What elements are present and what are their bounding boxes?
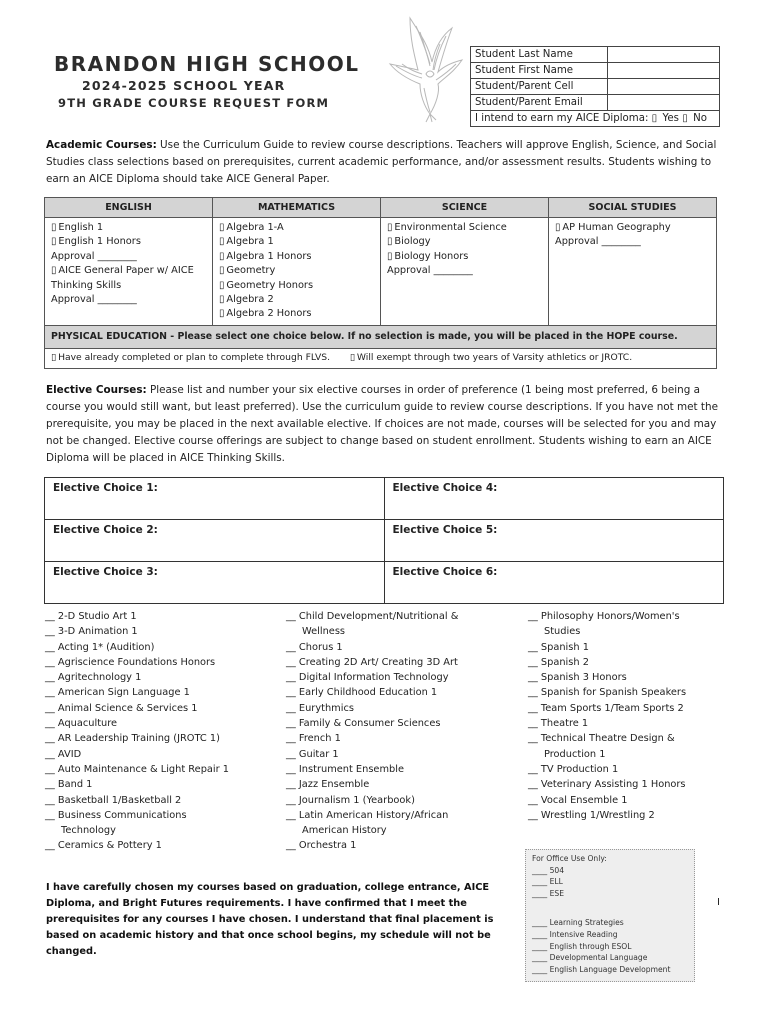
science-option[interactable] [387,221,542,235]
english-option[interactable] [51,264,206,278]
last-name-label: Student Last Name [471,47,608,63]
checkbox-icon[interactable]: ▯ [219,308,225,320]
list-item[interactable]: __ American Sign Language 1 [45,687,190,699]
math-cell [213,218,381,326]
elective-choice-1[interactable]: Elective Choice 1: [45,478,385,520]
approval-line[interactable]: Approval ________ [387,265,473,277]
list-item[interactable]: __ Acting 1* (Audition) [45,641,155,653]
option-label: Algebra 2 [226,294,274,306]
english-option[interactable] [51,235,206,249]
eagle-logo [380,14,470,126]
student-info-table [470,46,720,127]
science-cell [381,218,549,326]
list-item[interactable]: __ Technical Theatre Design & [528,733,675,745]
list-item[interactable]: __ Business Communications [45,809,187,821]
math-option[interactable] [219,235,374,249]
option-label-cont: Thinking Skills [51,279,122,291]
checkbox-icon[interactable]: ▯ [387,236,393,248]
list-item[interactable]: __ Spanish 2 [528,656,589,668]
approval-line[interactable]: Approval ________ [555,236,641,248]
list-item[interactable]: __ AR Leadership Training (JROTC 1) [45,733,220,745]
english-header: ENGLISH [45,198,213,218]
social-option[interactable] [555,221,710,235]
list-item[interactable]: __ Basketball 1/Basketball 2 [45,794,182,806]
list-item[interactable]: __ Spanish 3 Honors [528,672,627,684]
approval-line[interactable]: Approval ________ [51,294,137,306]
list-item-cont: American History [302,825,387,837]
list-item[interactable]: __ Guitar 1 [286,748,339,760]
list-item[interactable]: __ Team Sports 1/Team Sports 2 [528,702,684,714]
list-item[interactable]: __ Philosophy Honors/Women's [528,611,680,622]
closing-statement: I have carefully chosen my courses based on graduation, college entrance, AICE Diploma, and Bright Futures requirements. I have confirmed that I meet the prerequisites for any courses I have chosen. I understand that final placement is based on academic history and that once school begins, my schedule will not be changed. [46,882,494,957]
list-item[interactable]: __ Spanish for Spanish Speakers [528,687,687,699]
social-header: SOCIAL STUDIES [549,198,717,218]
option-label: Have already completed or plan to complete through FLVS. [58,352,331,364]
list-item[interactable]: __ Animal Science & Services 1 [45,702,198,714]
checkbox-icon[interactable]: ▯ [219,294,225,306]
checkbox-icon[interactable]: ▯ [51,222,57,233]
office-item: ____ Developmental Language [532,953,648,963]
social-cell [549,218,717,326]
elective-choice-5[interactable]: Elective Choice 5: [384,520,724,562]
list-item[interactable]: __ Auto Maintenance & Light Repair 1 [45,763,230,775]
checkbox-icon[interactable]: ▯ [219,250,225,262]
checkbox-icon[interactable]: ▯ [219,279,225,291]
list-item[interactable]: __ 3-D Animation 1 [45,626,138,638]
list-item[interactable]: __ Vocal Ensemble 1 [528,794,628,806]
list-item[interactable]: __ French 1 [286,733,341,745]
list-item-cont: Technology [61,825,116,837]
option-label: Biology Honors [394,250,469,262]
aice-intent-row [471,111,720,127]
pe-options [45,349,717,368]
first-name-field[interactable] [608,63,720,79]
option-label: Biology [394,236,431,248]
list-item[interactable]: __ Ceramics & Pottery 1 [45,840,162,852]
checkbox-icon[interactable]: ▯ [219,236,225,248]
elective-choice-6[interactable]: Elective Choice 6: [384,562,724,604]
list-item[interactable]: __ Family & Consumer Sciences [286,718,441,730]
science-header: SCIENCE [381,198,549,218]
email-field[interactable] [608,95,720,111]
elective-choices-table [44,477,724,604]
list-item[interactable]: __ AVID [45,748,82,760]
office-use-title: For Office Use Only: [532,854,607,863]
option-label: English 1 Honors [58,236,141,248]
office-item: ____ Intensive Reading [532,929,618,939]
list-item-cont: Wellness [302,626,346,638]
aice-no-label: No [693,113,707,124]
approval-line[interactable]: Approval ________ [51,250,137,262]
checkbox-icon[interactable]: ▯ [387,222,393,233]
aice-intent-label: I intend to earn my AICE Diploma: [475,113,649,124]
checkbox-icon[interactable]: ▯ [219,222,225,233]
aice-no-checkbox[interactable]: ▯ [682,113,688,124]
cell-label: Student/Parent Cell [471,79,608,95]
elective-list-col2 [286,609,458,854]
academic-paragraph [46,137,726,188]
form-title: 9TH GRADE COURSE REQUEST FORM [58,96,330,110]
checkbox-icon[interactable]: ▯ [51,265,57,277]
elective-choice-2[interactable]: Elective Choice 2: [45,520,385,562]
english-cell [45,218,213,326]
courses-table [44,197,717,369]
stray-mark: I [717,897,720,908]
elective-heading: Elective Courses: [46,384,147,396]
list-item[interactable]: __ Creating 2D Art/ Creating 3D Art [286,656,458,668]
checkbox-icon[interactable]: ▯ [219,265,225,277]
office-use-box [525,849,695,982]
pe-option-varsity[interactable] [350,352,632,363]
school-year: 2024-2025 SCHOOL YEAR [82,78,286,93]
option-label: Algebra 2 Honors [226,308,312,320]
list-item[interactable]: __ Orchestra 1 [286,840,357,852]
first-name-label: Student First Name [471,63,608,79]
option-label: English 1 [58,222,104,233]
option-label: AICE General Paper w/ AICE [58,265,194,277]
list-item-cont: Studies [544,626,581,638]
option-label: Geometry Honors [226,279,314,291]
checkbox-icon[interactable]: ▯ [555,222,561,233]
pe-option-flvs[interactable] [51,352,330,363]
list-item[interactable]: __ Agriscience Foundations Honors [45,656,216,668]
cell-field[interactable] [608,79,720,95]
option-label: Environmental Science [394,222,507,233]
office-item-ese: ____ ESE [532,888,565,898]
list-item[interactable]: __ Jazz Ensemble [286,779,370,791]
office-item-504: ____ 504 [532,865,565,875]
office-item-ell: ____ ELL [532,877,563,887]
list-item[interactable]: __ Spanish 1 [528,641,589,653]
option-label: Algebra 1 Honors [226,250,312,262]
math-option[interactable] [219,250,374,264]
english-option[interactable] [51,221,206,235]
office-item: ____ Learning Strategies [532,918,624,928]
elective-text: Please list and number your six elective courses in order of preference (1 being most preferred, 6 being a course you would still want, but least preferred). Use the curriculum guide to review course descriptions. If you have not met the prerequisite, you may be placed in the next available elective. If choices are not made, courses will be selected for you and may not be changed. Elective course offerings are subject to change based on student enrollment. Students wishing to earn an AICE Diploma will be placed in AICE Thinking Skills. [46,384,718,464]
pe-heading: PHYSICAL EDUCATION - Please select one choice below. If no selection is made, you will be placed in the HOPE course. [45,326,717,349]
option-label: Will exempt through two years of Varsity athletics or JROTC. [356,352,633,364]
list-item-cont: Production 1 [544,748,606,760]
list-item[interactable]: __ Veterinary Assisting 1 Honors [528,779,686,791]
list-item[interactable]: __ Aquaculture [45,718,118,730]
option-label: Algebra 1-A [226,222,284,233]
option-label: AP Human Geography [562,222,671,233]
list-item[interactable]: __ Latin American History/African [286,809,449,821]
option-label: Algebra 1 [226,236,274,248]
office-item: ____ English through ESOL [532,941,632,951]
math-option[interactable] [219,264,374,278]
aice-yes-checkbox[interactable]: ▯ [651,113,658,124]
math-option[interactable] [219,293,374,307]
science-option[interactable] [387,235,542,249]
checkbox-icon[interactable]: ▯ [51,236,57,248]
math-option[interactable] [219,221,374,235]
list-item[interactable]: __ Early Childhood Education 1 [286,687,438,699]
list-item[interactable]: __ Band 1 [45,779,93,791]
elective-choice-3[interactable]: Elective Choice 3: [45,562,385,604]
school-name: BRANDON HIGH SCHOOL [54,52,360,76]
list-item[interactable]: __ Theatre 1 [528,718,589,730]
elective-choice-4[interactable]: Elective Choice 4: [384,478,724,520]
elective-list-col3 [528,609,686,823]
elective-paragraph [46,382,726,467]
list-item[interactable]: __ Instrument Ensemble [286,763,404,775]
academic-text: Use the Curriculum Guide to review course descriptions. Teachers will approve English, Science, and Social Studies class selections based on prerequisites, current academic performance, and/or assessment results. Students wishing to earn an AICE Diploma should take AICE General Paper. [46,139,717,185]
aice-yes-label: Yes [662,113,679,124]
checkbox-icon[interactable]: ▯ [349,352,355,364]
list-item[interactable]: __ Digital Information Technology [286,672,449,684]
checkbox-icon[interactable]: ▯ [387,250,393,262]
academic-heading: Academic Courses: [46,139,157,151]
list-item[interactable]: __ Journalism 1 (Yearbook) [286,794,415,806]
list-item[interactable]: __ Wrestling 1/Wrestling 2 [528,809,655,821]
list-item[interactable]: __ Child Development/Nutritional & [286,611,459,622]
elective-list-col1 [45,609,229,854]
list-item[interactable]: __ 2-D Studio Art 1 [45,611,137,622]
list-item[interactable]: __ Eurythmics [286,702,354,714]
science-option[interactable] [387,250,542,264]
checkbox-icon[interactable]: ▯ [51,352,57,364]
option-label: Geometry [226,265,276,277]
math-option[interactable] [219,307,374,321]
list-item[interactable]: __ Agritechnology 1 [45,672,142,684]
office-item: ____ English Language Development [532,964,671,974]
email-label: Student/Parent Email [471,95,608,111]
math-header: MATHEMATICS [213,198,381,218]
last-name-field[interactable] [608,47,720,63]
list-item[interactable]: __ TV Production 1 [528,763,619,775]
list-item[interactable]: __ Chorus 1 [286,641,343,653]
math-option[interactable] [219,279,374,293]
